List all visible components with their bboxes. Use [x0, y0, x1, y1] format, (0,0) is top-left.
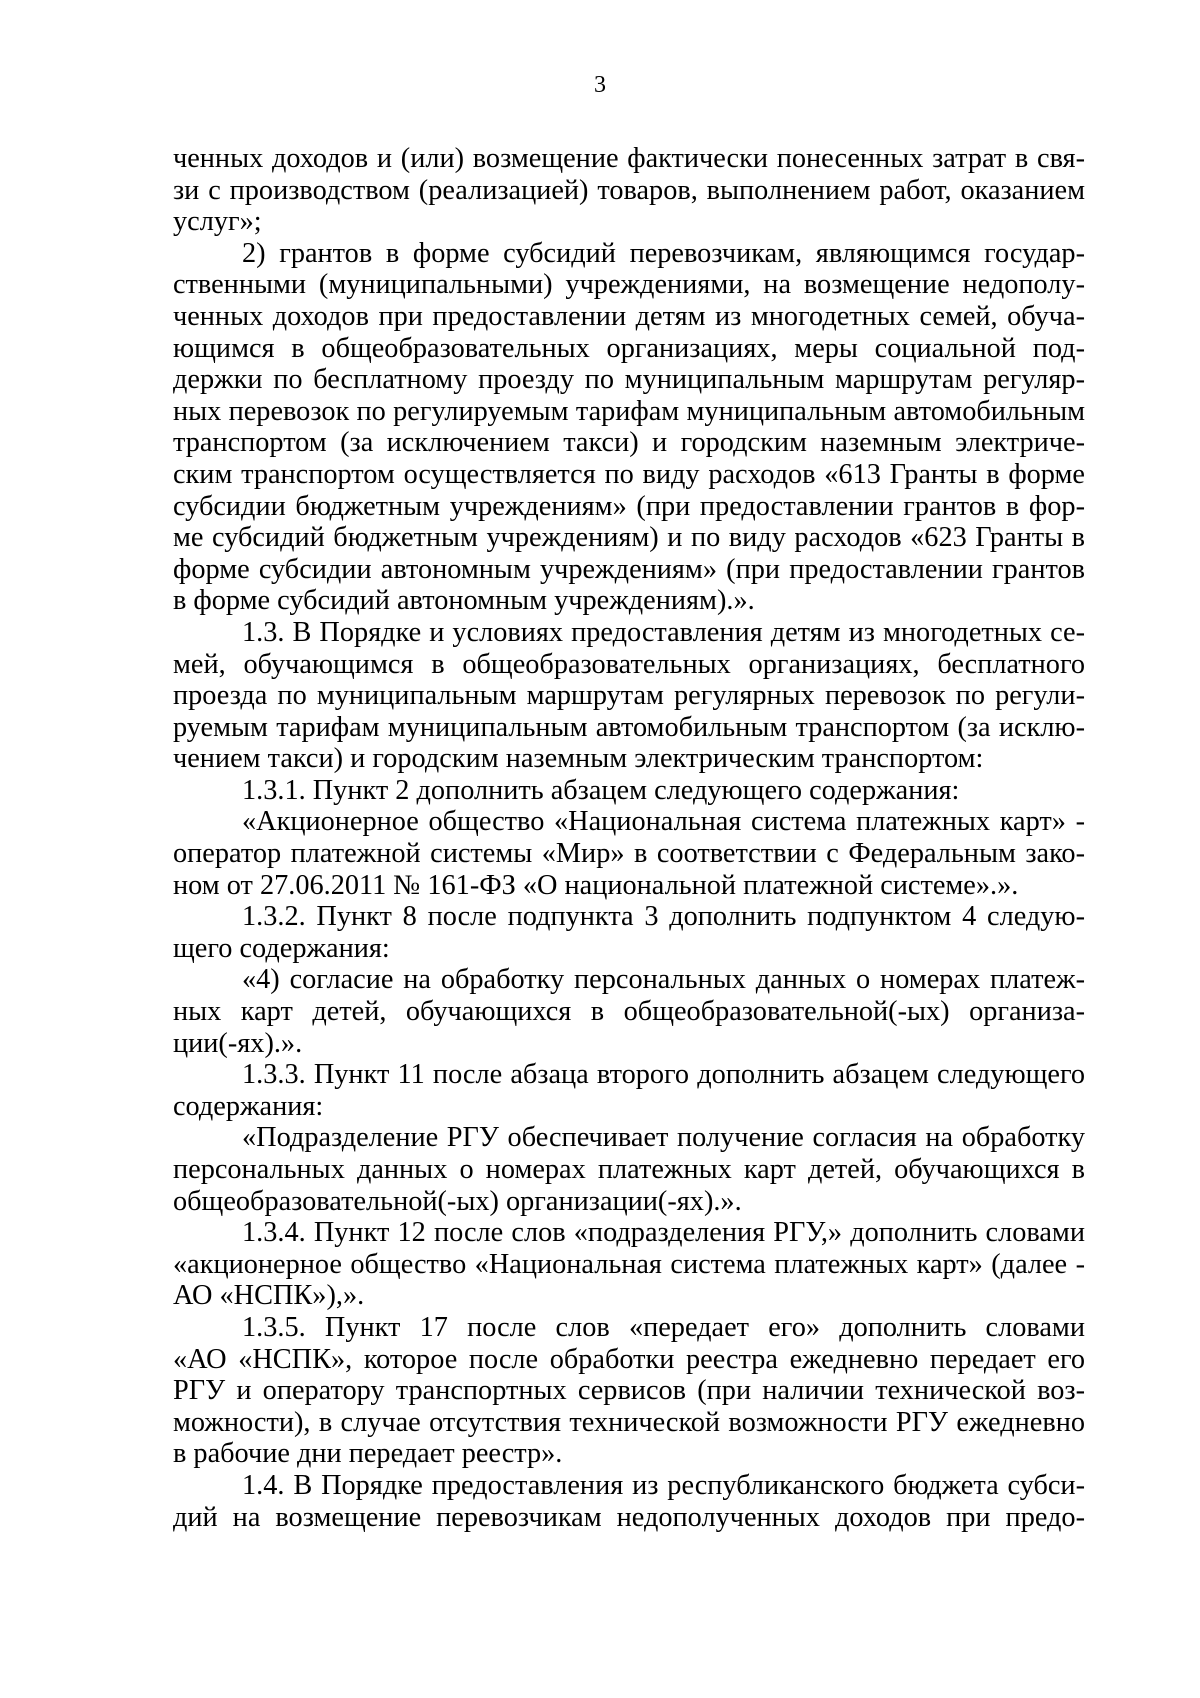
- text-line: ственными (муниципальными) учреждениями, на возмещение недополу-: [173, 269, 1085, 301]
- text-line: ных карт детей, обучающихся в общеобразовательной(-ых) организа-: [173, 996, 1085, 1028]
- text-line: услуг»;: [173, 206, 262, 238]
- text-line: ции(-ях).».: [173, 1027, 303, 1059]
- text-line: форме субсидии автономным учреждениям» (при предоставлении грантов: [173, 553, 1085, 585]
- text-line: 1.3.1. Пункт 2 дополнить абзацем следующего содержания:: [242, 774, 960, 806]
- text-line: РГУ и оператору транспортных сервисов (при наличии технической воз-: [173, 1375, 1085, 1407]
- page-number: 3: [594, 72, 606, 98]
- text-line: мей, обучающимся в общеобразовательных организациях, бесплатного: [173, 648, 1085, 680]
- text-line: ме субсидий бюджетным учреждениям) и по виду расходов «623 Гранты в: [173, 522, 1085, 554]
- text-line: 1.3. В Порядке и условиях предоставления детям из многодетных се-: [242, 616, 1085, 648]
- text-line: субсидии бюджетным учреждениям» (при предоставлении грантов в фор-: [173, 490, 1085, 522]
- text-line: оператор платежной системы «Мир» в соответствии с Федеральным зако-: [173, 838, 1085, 870]
- text-line: проезда по муниципальным маршрутам регулярных перевозок по регули-: [173, 680, 1085, 712]
- text-line: зи с производством (реализацией) товаров, выполнением работ, оказанием: [173, 174, 1085, 206]
- text-line: в рабочие дни передает реестр».: [173, 1438, 563, 1470]
- text-line: ченных доходов при предоставлении детям из многодетных семей, обуча-: [173, 300, 1085, 332]
- text-line: транспортом (за исключением такси) и городским наземным электриче-: [173, 427, 1085, 459]
- text-line: держки по бесплатному проезду по муниципальным маршрутам регуляр-: [173, 364, 1085, 396]
- text-line: «4) согласие на обработку персональных данных о номерах платеж-: [242, 964, 1085, 996]
- text-line: дий на возмещение перевозчикам недополученных доходов при предо-: [173, 1501, 1085, 1533]
- text-line: руемым тарифам муниципальным автомобильным транспортом (за исклю-: [173, 711, 1085, 743]
- text-line: ных перевозок по регулируемым тарифам муниципальным автомобильным: [173, 395, 1085, 427]
- text-line: в форме субсидий автономным учреждениям).».: [173, 585, 755, 617]
- text-line: ющимся в общеобразовательных организациях, меры социальной под-: [173, 332, 1085, 364]
- text-line: персональных данных о номерах платежных карт детей, обучающихся в: [173, 1154, 1085, 1185]
- text-line: щего содержания:: [173, 932, 390, 964]
- text-line: «АО «НСПК», которое после обработки реестра ежедневно передает его: [173, 1343, 1085, 1375]
- text-line: содержания:: [173, 1090, 324, 1122]
- document-body: [173, 143, 1085, 1533]
- text-line: общеобразовательной(-ых) организации(-ях).».: [173, 1185, 742, 1217]
- text-line: ном от 27.06.2011 № 161-ФЗ «О национальной платежной системе».».: [173, 869, 1019, 901]
- text-line: «Акционерное общество «Национальная система платежных карт» -: [242, 806, 1085, 838]
- text-line: «Подразделение РГУ обеспечивает получение согласия на обработку: [242, 1122, 1085, 1154]
- text-line: «акционерное общество «Национальная система платежных карт» (далее -: [173, 1248, 1085, 1280]
- text-line: 1.4. В Порядке предоставления из республиканского бюджета субси-: [242, 1469, 1085, 1501]
- text-line: 1.3.2. Пункт 8 после подпункта 3 дополнить подпунктом 4 следую-: [242, 901, 1085, 933]
- text-line: 2) грантов в форме субсидий перевозчикам, являющимся государ-: [242, 237, 1085, 269]
- text-line: ским транспортом осуществляется по виду расходов «613 Гранты в форме: [173, 458, 1085, 490]
- text-line: 1.3.5. Пункт 17 после слов «передает его» дополнить словами: [242, 1311, 1085, 1343]
- text-line: можности), в случае отсутствия технической возможности РГУ ежедневно: [173, 1406, 1085, 1438]
- text-line: чением такси) и городским наземным электрическим транспортом:: [173, 743, 984, 775]
- text-line: 1.3.3. Пункт 11 после абзаца второго дополнить абзацем следующего: [242, 1059, 1085, 1091]
- text-line: ченных доходов и (или) возмещение фактически понесенных затрат в свя-: [173, 143, 1085, 174]
- text-line: АО «НСПК»),».: [173, 1280, 365, 1312]
- text-line: 1.3.4. Пункт 12 после слов «подразделения РГУ,» дополнить словами: [242, 1217, 1085, 1249]
